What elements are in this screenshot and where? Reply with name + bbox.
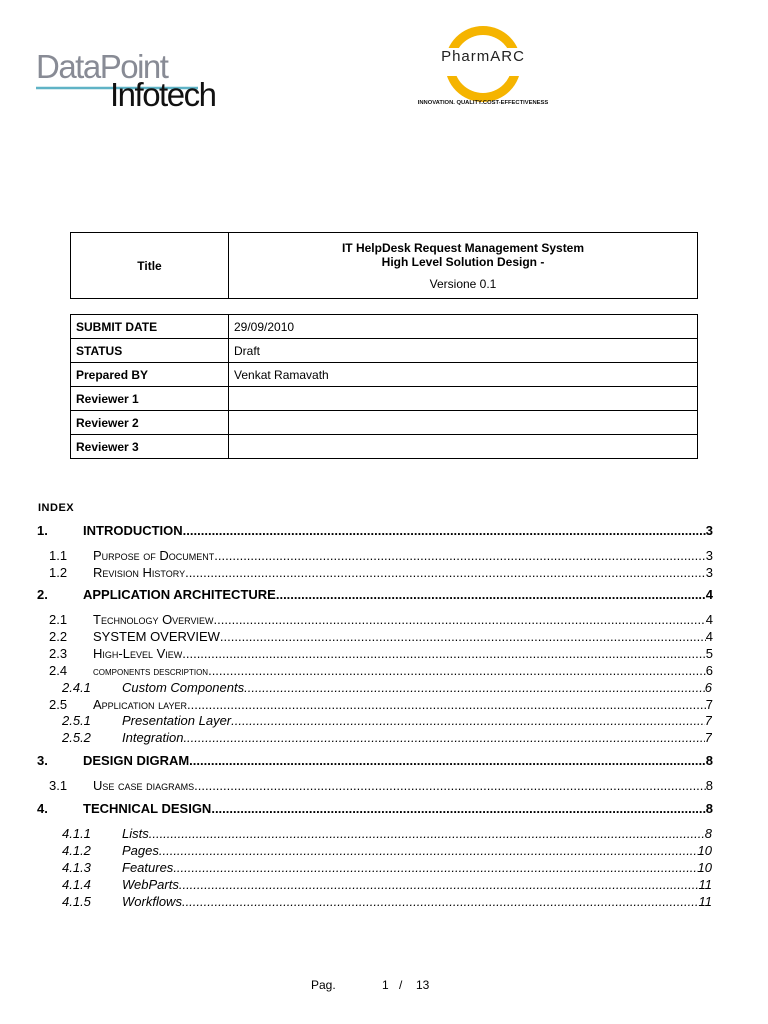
toc-page: 5 [705, 646, 713, 661]
toc-entry[interactable] [37, 523, 713, 538]
pharmarc-name: PharmARC [441, 48, 525, 65]
info-row-submit-date [71, 315, 698, 339]
toc-leader [182, 894, 699, 909]
toc-number: 2.3 [49, 646, 68, 661]
toc-title: Presentation Layer [122, 713, 232, 728]
toc-title: Application layer [93, 697, 187, 712]
info-row-reviewer-3 [71, 435, 698, 459]
toc-leader [194, 778, 706, 793]
toc-entry[interactable] [49, 612, 713, 627]
toc-leader [159, 843, 698, 858]
toc-number: 4.1.5 [62, 894, 91, 909]
toc-leader [182, 646, 706, 661]
toc-entry[interactable] [49, 697, 713, 712]
index-heading: INDEX [38, 502, 75, 514]
info-row-reviewer-1 [71, 387, 698, 411]
info-value [229, 411, 698, 435]
footer-separator: / [399, 978, 403, 992]
toc-page: 8 [705, 778, 713, 793]
document-title-line2: High Level Solution Design - [381, 254, 545, 269]
toc-page: 7 [704, 730, 712, 745]
toc-title: Technology Overview [93, 612, 214, 627]
toc-entry[interactable] [49, 778, 713, 793]
toc-page: 10 [697, 843, 712, 858]
pharmarc-logo [396, 22, 568, 108]
toc-leader [179, 877, 699, 892]
info-row-status [71, 339, 698, 363]
toc-number: 1. [37, 523, 48, 538]
toc-page: 7 [704, 713, 712, 728]
info-label: Prepared BY [71, 363, 229, 387]
toc-leader [214, 548, 705, 563]
toc-page: 4 [705, 587, 713, 602]
toc-entry[interactable] [62, 843, 712, 858]
toc-leader [183, 523, 706, 538]
pharmarc-tagline: INNOVATION. QUALITY.COST-EFFECTIVENESS [417, 100, 549, 106]
toc-entry[interactable] [49, 629, 713, 644]
toc-entry[interactable] [37, 587, 713, 602]
toc-number: 3. [37, 753, 48, 768]
toc-title: TECHNICAL DESIGN [83, 801, 212, 816]
toc-page: 10 [697, 860, 712, 875]
toc-number: 2.5.2 [62, 730, 91, 745]
toc-number: 4. [37, 801, 48, 816]
toc-title: APPLICATION ARCHITECTURE [83, 587, 276, 602]
toc-entry[interactable] [62, 894, 712, 909]
toc-page: 6 [704, 680, 712, 695]
toc-title: SYSTEM OVERVIEW [93, 629, 220, 644]
toc-title: Custom Components [122, 680, 245, 695]
toc-entry[interactable] [62, 860, 712, 875]
toc-number: 2.4.1 [62, 680, 91, 695]
toc-title: Revision History [93, 565, 186, 580]
info-value [229, 387, 698, 411]
toc-leader [173, 860, 697, 875]
toc-title: Pages [122, 843, 159, 858]
logo-datapoint-text: DataPoint [36, 48, 168, 85]
toc-leader [220, 629, 706, 644]
info-value [229, 435, 698, 459]
toc-number: 1.1 [49, 548, 68, 563]
footer-page-label: Pag. [311, 978, 336, 992]
title-value-cell [229, 233, 698, 299]
toc-title: Features [122, 860, 174, 875]
toc-number: 4.1.4 [62, 877, 91, 892]
logo-infotech-text: Infotech [110, 76, 216, 110]
toc-page: 8 [705, 753, 713, 768]
info-label: Reviewer 3 [71, 435, 229, 459]
info-value: Draft [229, 339, 698, 363]
toc-leader [187, 697, 706, 712]
toc-entry[interactable] [62, 877, 712, 892]
toc-entry[interactable] [49, 646, 713, 661]
toc-number: 3.1 [49, 778, 68, 793]
toc-entry[interactable] [62, 680, 712, 695]
toc-entry[interactable] [62, 713, 712, 728]
toc-page: 11 [698, 894, 712, 909]
document-version: Versione 0.1 [429, 276, 497, 291]
info-label: STATUS [71, 339, 229, 363]
toc-leader [183, 730, 704, 745]
toc-page: 3 [705, 565, 713, 580]
toc-entry[interactable] [62, 826, 712, 841]
toc-page: 3 [705, 548, 713, 563]
toc-page: 8 [704, 826, 712, 841]
toc-leader [211, 801, 705, 816]
info-label: Reviewer 2 [71, 411, 229, 435]
toc-page: 11 [698, 877, 712, 892]
toc-number: 2.1 [49, 612, 68, 627]
toc-number: 2. [37, 587, 48, 602]
toc-title: Lists [122, 826, 149, 841]
toc-page: 4 [705, 612, 713, 627]
toc-number: 2.5 [49, 697, 68, 712]
info-value: Venkat Ramavath [229, 363, 698, 387]
toc-number: 4.1.2 [62, 843, 91, 858]
toc-page: 7 [705, 697, 713, 712]
toc-title: WebParts [122, 877, 179, 892]
toc-title: High-Level View [93, 646, 183, 661]
footer-current-page: 1 [382, 978, 389, 992]
toc-page: 6 [705, 663, 713, 678]
toc-number: 4.1.1 [62, 826, 91, 841]
info-value: 29/09/2010 [229, 315, 698, 339]
toc-number: 2.5.1 [62, 713, 91, 728]
info-label: Reviewer 1 [71, 387, 229, 411]
title-label: Title [71, 233, 229, 299]
toc-leader [244, 680, 705, 695]
toc-number: 2.4 [49, 663, 68, 678]
footer-total-pages: 13 [416, 978, 430, 992]
info-label: SUBMIT DATE [71, 315, 229, 339]
document-info-table [70, 314, 698, 459]
document-title-line1: IT HelpDesk Request Management System [341, 240, 585, 255]
toc-title: DESIGN DIGRAM [83, 753, 190, 768]
title-row [71, 233, 698, 299]
title-table [70, 232, 698, 299]
toc-title: Purpose of Document [93, 548, 215, 563]
toc-leader [189, 753, 706, 768]
info-row-reviewer-2 [71, 411, 698, 435]
toc-leader [276, 587, 706, 602]
toc-entry[interactable] [49, 663, 713, 678]
toc-leader [231, 713, 705, 728]
toc-title: Integration [122, 730, 184, 745]
toc-leader [185, 565, 706, 580]
toc-page: 8 [705, 801, 713, 816]
toc-title: INTRODUCTION [83, 523, 183, 538]
toc-number: 4.1.3 [62, 860, 91, 875]
toc-number: 1.2 [49, 565, 68, 580]
toc-entry[interactable] [49, 565, 713, 580]
toc-leader [149, 826, 705, 841]
toc-entry[interactable] [37, 801, 713, 816]
toc-number: 2.2 [49, 629, 68, 644]
datapoint-infotech-logo [36, 48, 246, 110]
info-row-prepared-by [71, 363, 698, 387]
toc-entry[interactable] [62, 730, 712, 745]
toc-title: Workflows [122, 894, 182, 909]
toc-page: 3 [705, 523, 713, 538]
toc-title: Use case diagrams [93, 778, 195, 793]
toc-entry[interactable] [37, 753, 713, 768]
toc-entry[interactable] [49, 548, 713, 563]
toc-leader [214, 612, 706, 627]
toc-leader [208, 663, 706, 678]
toc-title: components description [93, 666, 209, 678]
toc-page: 4 [705, 629, 713, 644]
